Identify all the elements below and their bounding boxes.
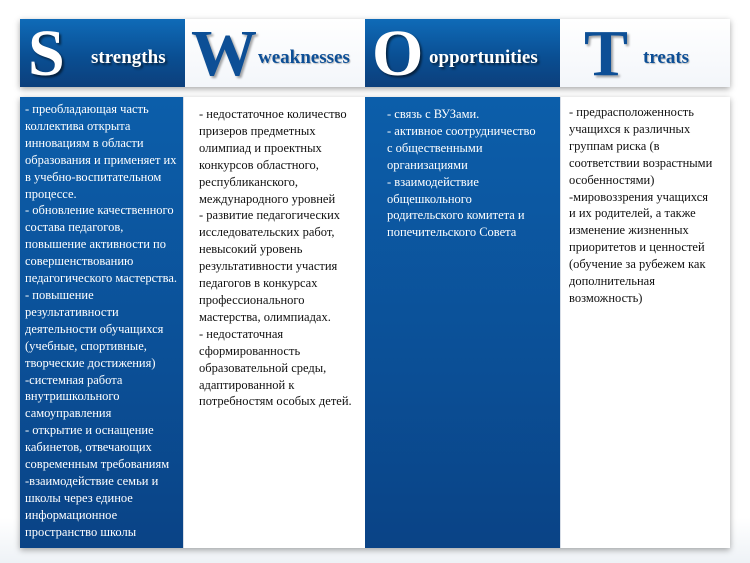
list-line: -системная работа bbox=[25, 372, 123, 387]
list-line: -взаимодействие семьи и bbox=[25, 473, 159, 488]
treats-title: treats bbox=[643, 47, 690, 68]
list-line: творческие достижения) bbox=[25, 355, 156, 370]
list-line: с общественными bbox=[387, 140, 483, 155]
list-line: - преобладающая часть bbox=[25, 102, 149, 116]
header-treats bbox=[560, 19, 730, 87]
column-divider bbox=[183, 97, 184, 548]
strengths-list bbox=[25, 101, 183, 541]
list-line: - повышение bbox=[25, 287, 94, 302]
treats-list bbox=[569, 104, 727, 307]
list-line: изменение жизненных bbox=[569, 223, 689, 238]
list-line: группам риска (в bbox=[569, 138, 660, 153]
list-line: конкурсов областного, bbox=[199, 157, 319, 172]
weaknesses-title: weaknesses bbox=[258, 47, 350, 68]
opportunities-title: opportunities bbox=[429, 47, 538, 68]
list-line: процессе. bbox=[25, 186, 77, 201]
list-line: внутришкольного bbox=[25, 389, 120, 404]
list-line: (обучение за рубежем как bbox=[569, 257, 706, 272]
letter-w: W bbox=[191, 19, 257, 87]
list-line: организациями bbox=[387, 157, 468, 172]
list-line: соответствии возрастными bbox=[569, 155, 713, 170]
list-line: инновациям в области bbox=[25, 135, 144, 150]
header-opportunities bbox=[365, 19, 560, 87]
list-line: родительского комитета и bbox=[387, 208, 525, 223]
list-line: возможность) bbox=[569, 290, 643, 305]
list-line: деятельности обучащихся bbox=[25, 321, 164, 336]
list-line: профессионального bbox=[199, 292, 305, 307]
opportunities-column bbox=[365, 97, 560, 548]
list-line: (учебные, спортивные, bbox=[25, 338, 147, 353]
list-line: особенностями) bbox=[569, 172, 655, 187]
list-line: невысокий уровень bbox=[199, 242, 303, 257]
list-line: общешкольного bbox=[387, 191, 472, 206]
list-line: коллектива открыта bbox=[25, 118, 131, 133]
list-line: пространство школы bbox=[25, 524, 137, 539]
letter-o: O bbox=[372, 19, 424, 87]
list-line: приоритетов и ценностей bbox=[569, 240, 705, 255]
list-line: сформированность bbox=[199, 343, 301, 358]
list-line: - недостаточное количество bbox=[199, 107, 347, 121]
list-line: - активное соотрудничество bbox=[387, 123, 536, 138]
header-weaknesses bbox=[185, 19, 365, 87]
list-line: - открытие и оснащение bbox=[25, 423, 154, 438]
list-line: - обновление качественного bbox=[25, 203, 174, 218]
list-line: - развитие педагогических bbox=[199, 208, 341, 223]
strengths-title: strengths bbox=[91, 47, 166, 68]
column-divider bbox=[560, 97, 561, 548]
list-line: школы через единое bbox=[25, 490, 133, 505]
list-line: - недостаточная bbox=[199, 326, 284, 341]
list-line: результативности bbox=[25, 304, 119, 319]
list-line: - связь с ВУЗами. bbox=[387, 107, 480, 121]
strengths-column bbox=[20, 97, 183, 548]
swot-body bbox=[20, 97, 730, 548]
opportunities-list bbox=[387, 106, 557, 241]
weaknesses-list bbox=[199, 106, 365, 410]
list-line: совершенствованию bbox=[25, 254, 134, 269]
list-line: адаптированной к bbox=[199, 377, 295, 392]
list-line: повышение активности по bbox=[25, 237, 166, 252]
list-line: республиканского, bbox=[199, 174, 298, 189]
swot-header bbox=[20, 19, 730, 87]
list-line: образования и применяет их bbox=[25, 152, 177, 167]
list-line: попечительского Совета bbox=[387, 225, 517, 240]
list-line: призеров предметных bbox=[199, 123, 316, 138]
list-line: международного уровней bbox=[199, 191, 336, 206]
list-line: информационное bbox=[25, 507, 118, 522]
list-line: педагогического мастерства. bbox=[25, 271, 178, 286]
list-line: мастерства, олимпиадах. bbox=[199, 309, 331, 324]
list-line: состава педагогов, bbox=[25, 220, 124, 235]
list-line: олимпиад и проектных bbox=[199, 140, 322, 155]
list-line: - взаимодействие bbox=[387, 174, 479, 189]
treats-column bbox=[560, 97, 730, 548]
list-line: результативности участия bbox=[199, 259, 338, 274]
list-line: современным требованиям bbox=[25, 457, 170, 472]
list-line: дополнительная bbox=[569, 274, 655, 289]
letter-t: T bbox=[584, 19, 629, 87]
letter-s: S bbox=[28, 19, 65, 87]
list-line: и их родителей, а также bbox=[569, 206, 696, 221]
list-line: - предрасположенность bbox=[569, 105, 694, 119]
header-strengths bbox=[20, 19, 185, 87]
list-line: -мировоззрения учащихся bbox=[569, 189, 708, 204]
weaknesses-column bbox=[183, 97, 365, 548]
list-line: педагогов в конкурсах bbox=[199, 276, 318, 291]
list-line: образовательной среды, bbox=[199, 360, 327, 375]
list-line: исследовательских работ, bbox=[199, 225, 335, 240]
list-line: потребностям особых детей. bbox=[199, 394, 352, 409]
list-line: кабинетов, отвечающих bbox=[25, 440, 152, 455]
list-line: учащихся к различных bbox=[569, 121, 691, 136]
list-line: в учебно-воспитательном bbox=[25, 169, 162, 184]
list-line: самоуправления bbox=[25, 406, 112, 421]
